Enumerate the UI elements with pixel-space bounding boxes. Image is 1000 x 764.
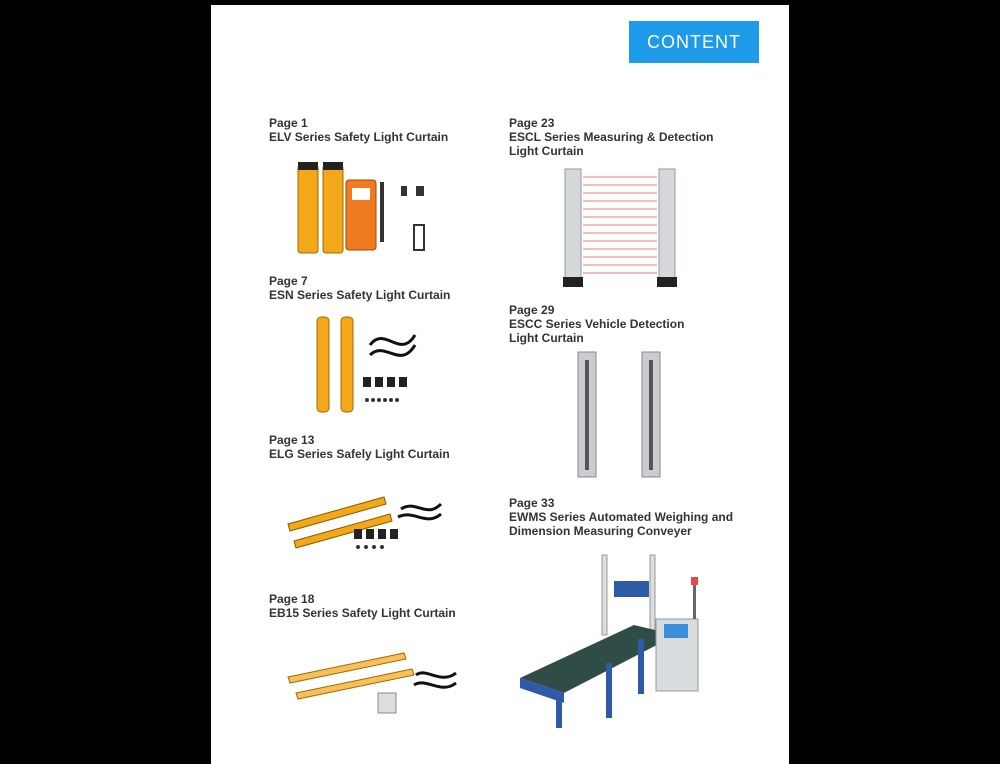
series-title: ELV Series Safety Light Curtain: [269, 130, 449, 144]
esn-product-image: [315, 315, 425, 415]
ewms-product-image: [516, 553, 711, 733]
content-label: CONTENT: [647, 31, 741, 52]
series-title-line2: Light Curtain: [509, 144, 584, 158]
page-number: Page 18: [269, 592, 315, 606]
toc-entry-escl[interactable]: [509, 116, 714, 158]
toc-entry-escc[interactable]: [509, 303, 684, 345]
toc-entry-esn[interactable]: [269, 274, 450, 302]
series-title-line1: EWMS Series Automated Weighing and: [509, 510, 734, 524]
page-number: Page 29: [509, 303, 555, 317]
elv-product-image: [296, 160, 466, 260]
page-number: Page 23: [509, 116, 555, 130]
escl-product-image: [561, 165, 686, 293]
escc-product-image: [576, 350, 671, 480]
series-title-line1: ESCL Series Measuring & Detection: [509, 130, 714, 144]
series-title: ESN Series Safety Light Curtain: [269, 288, 451, 302]
series-title: EB15 Series Safety Light Curtain: [269, 606, 456, 620]
catalog-page: [211, 5, 789, 764]
toc-entry-eb15[interactable]: [269, 592, 456, 620]
page-number: Page 33: [509, 496, 555, 510]
content-badge: [629, 21, 759, 63]
series-title-line1: ESCC Series Vehicle Detection: [509, 317, 685, 331]
series-title-line2: Light Curtain: [509, 331, 584, 345]
eb15-product-image: [286, 645, 461, 720]
toc-entry-elv[interactable]: [269, 116, 448, 144]
page-number: Page 13: [269, 433, 315, 447]
toc-entry-elg[interactable]: [269, 433, 450, 461]
elg-product-image: [286, 489, 446, 559]
toc-entry-ewms[interactable]: [509, 496, 733, 538]
series-title: ELG Series Safely Light Curtain: [269, 447, 450, 461]
series-title-line2: Dimension Measuring Conveyer: [509, 524, 692, 538]
page-number: Page 7: [269, 274, 308, 288]
page-number: Page 1: [269, 116, 308, 130]
